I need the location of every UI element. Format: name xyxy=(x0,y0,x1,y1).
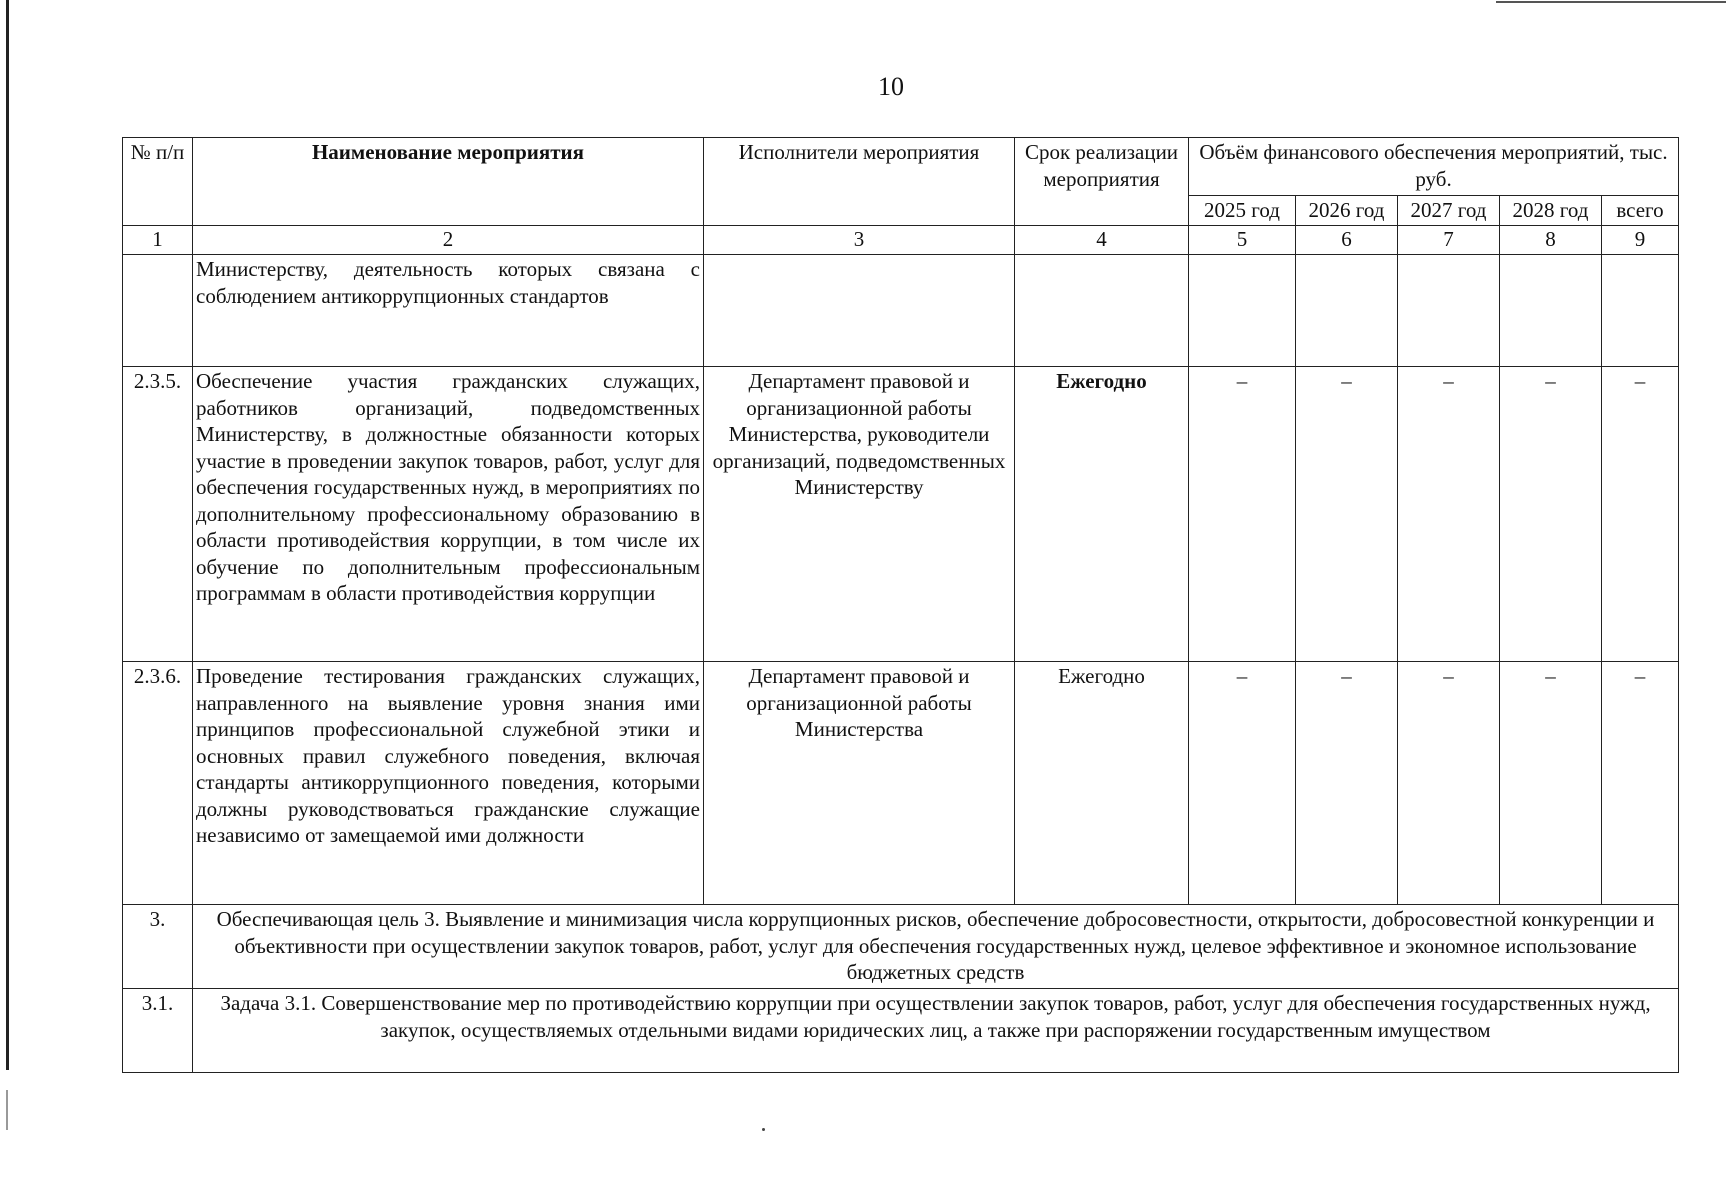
action-plan-table xyxy=(122,137,1679,1073)
row-executors xyxy=(704,255,1015,367)
row-value-2027: – xyxy=(1398,662,1500,905)
header-year-2027: 2027 год xyxy=(1398,196,1500,226)
task-text: Задача 3.1. Совершенствование мер по противодействию коррупции при осуществлении закупок товаров, работ, услуг для обеспечения государственных нужд, закупок, осуществляемых отдельными видами юридических лиц, а также при распоряжении государственным имуществом xyxy=(193,989,1679,1073)
scan-left-mark xyxy=(6,1090,8,1130)
goal-code: 3. xyxy=(123,905,193,989)
task-code: 3.1. xyxy=(123,989,193,1073)
table-row xyxy=(123,367,1679,662)
header-name-text: Наименование мероприятия xyxy=(311,140,585,164)
column-number: 5 xyxy=(1189,226,1296,255)
header-finance: Объём финансового обеспечения мероприятий, тыс. руб. xyxy=(1189,138,1679,196)
row-executors: Департамент правовой и организационной работы Министерства, руководители организаций, подведомственных Министерству xyxy=(704,367,1015,662)
row-value-total xyxy=(1602,255,1679,367)
header-term: Срок реализации мероприятия xyxy=(1015,138,1189,226)
column-number: 6 xyxy=(1296,226,1398,255)
column-numbers-row xyxy=(123,226,1679,255)
task-row xyxy=(123,989,1679,1073)
column-number: 2 xyxy=(193,226,704,255)
row-term-text: Ежегодно xyxy=(1056,369,1147,393)
column-number: 1 xyxy=(123,226,193,255)
page-number: 10 xyxy=(878,72,904,101)
row-value-2025: – xyxy=(1189,367,1296,662)
header-executors: Исполнители мероприятия xyxy=(704,138,1015,226)
row-value-2025: – xyxy=(1189,662,1296,905)
goal-text: Обеспечивающая цель 3. Выявление и минимизация числа коррупционных рисков, обеспечение добросовестности, открытости, добросовестной конкуренции и объективности при осуществлении закупок товаров, работ, услуг для обеспечения государственных нужд, целевое эффективное и экономное использование бюджетных средств xyxy=(193,905,1679,989)
row-executors: Департамент правовой и организационной работы Министерства xyxy=(704,662,1015,905)
row-value-2026 xyxy=(1296,255,1398,367)
header-year-2026: 2026 год xyxy=(1296,196,1398,226)
row-name: Обеспечение участия гражданских служащих, работников организаций, подведомственных Министерству, в должностные обязанности которых участие в проведении закупок товаров, работ, услуг для обеспечения государственных нужд, в мероприятиях по дополнительному профессиональному образованию в области противодействия коррупции, в том числе их обучение по дополнительным профессиональным программам в области противодействия коррупции xyxy=(193,367,704,662)
row-value-2026: – xyxy=(1296,662,1398,905)
scan-left-edge xyxy=(6,0,9,1070)
column-number: 7 xyxy=(1398,226,1500,255)
row-value-2026: – xyxy=(1296,367,1398,662)
row-term: Ежегодно xyxy=(1015,662,1189,905)
scan-top-edge xyxy=(1496,1,1726,3)
row-name: Проведение тестирования гражданских служащих, направленного на выявление уровня знания ими принципов профессиональной служебной этики и основных правил служебного поведения, включая стандарты антикоррупционного поведения, которыми должны руководствоваться гражданские служащие независимо от замещаемой ими должности xyxy=(193,662,704,905)
row-value-2027: – xyxy=(1398,367,1500,662)
row-value-2027 xyxy=(1398,255,1500,367)
row-value-2028: – xyxy=(1500,367,1602,662)
row-value-total: – xyxy=(1602,662,1679,905)
header-num: № п/п xyxy=(123,138,193,226)
header-name xyxy=(193,138,704,226)
row-value-2028: – xyxy=(1500,662,1602,905)
row-term xyxy=(1015,367,1189,662)
row-term xyxy=(1015,255,1189,367)
goal-row xyxy=(123,905,1679,989)
row-value-2028 xyxy=(1500,255,1602,367)
row-code: 2.3.5. xyxy=(123,367,193,662)
row-code: 2.3.6. xyxy=(123,662,193,905)
scan-speck xyxy=(762,1128,765,1131)
table-row xyxy=(123,662,1679,905)
row-value-2025 xyxy=(1189,255,1296,367)
column-number: 3 xyxy=(704,226,1015,255)
table-row xyxy=(123,255,1679,367)
header-year-2025: 2025 год xyxy=(1189,196,1296,226)
header-year-2028: 2028 год xyxy=(1500,196,1602,226)
header-total: всего xyxy=(1602,196,1679,226)
row-name: Министерству, деятельность которых связана с соблюдением антикоррупционных стандартов xyxy=(193,255,704,367)
row-code xyxy=(123,255,193,367)
column-number: 8 xyxy=(1500,226,1602,255)
row-value-total: – xyxy=(1602,367,1679,662)
column-number: 9 xyxy=(1602,226,1679,255)
column-number: 4 xyxy=(1015,226,1189,255)
